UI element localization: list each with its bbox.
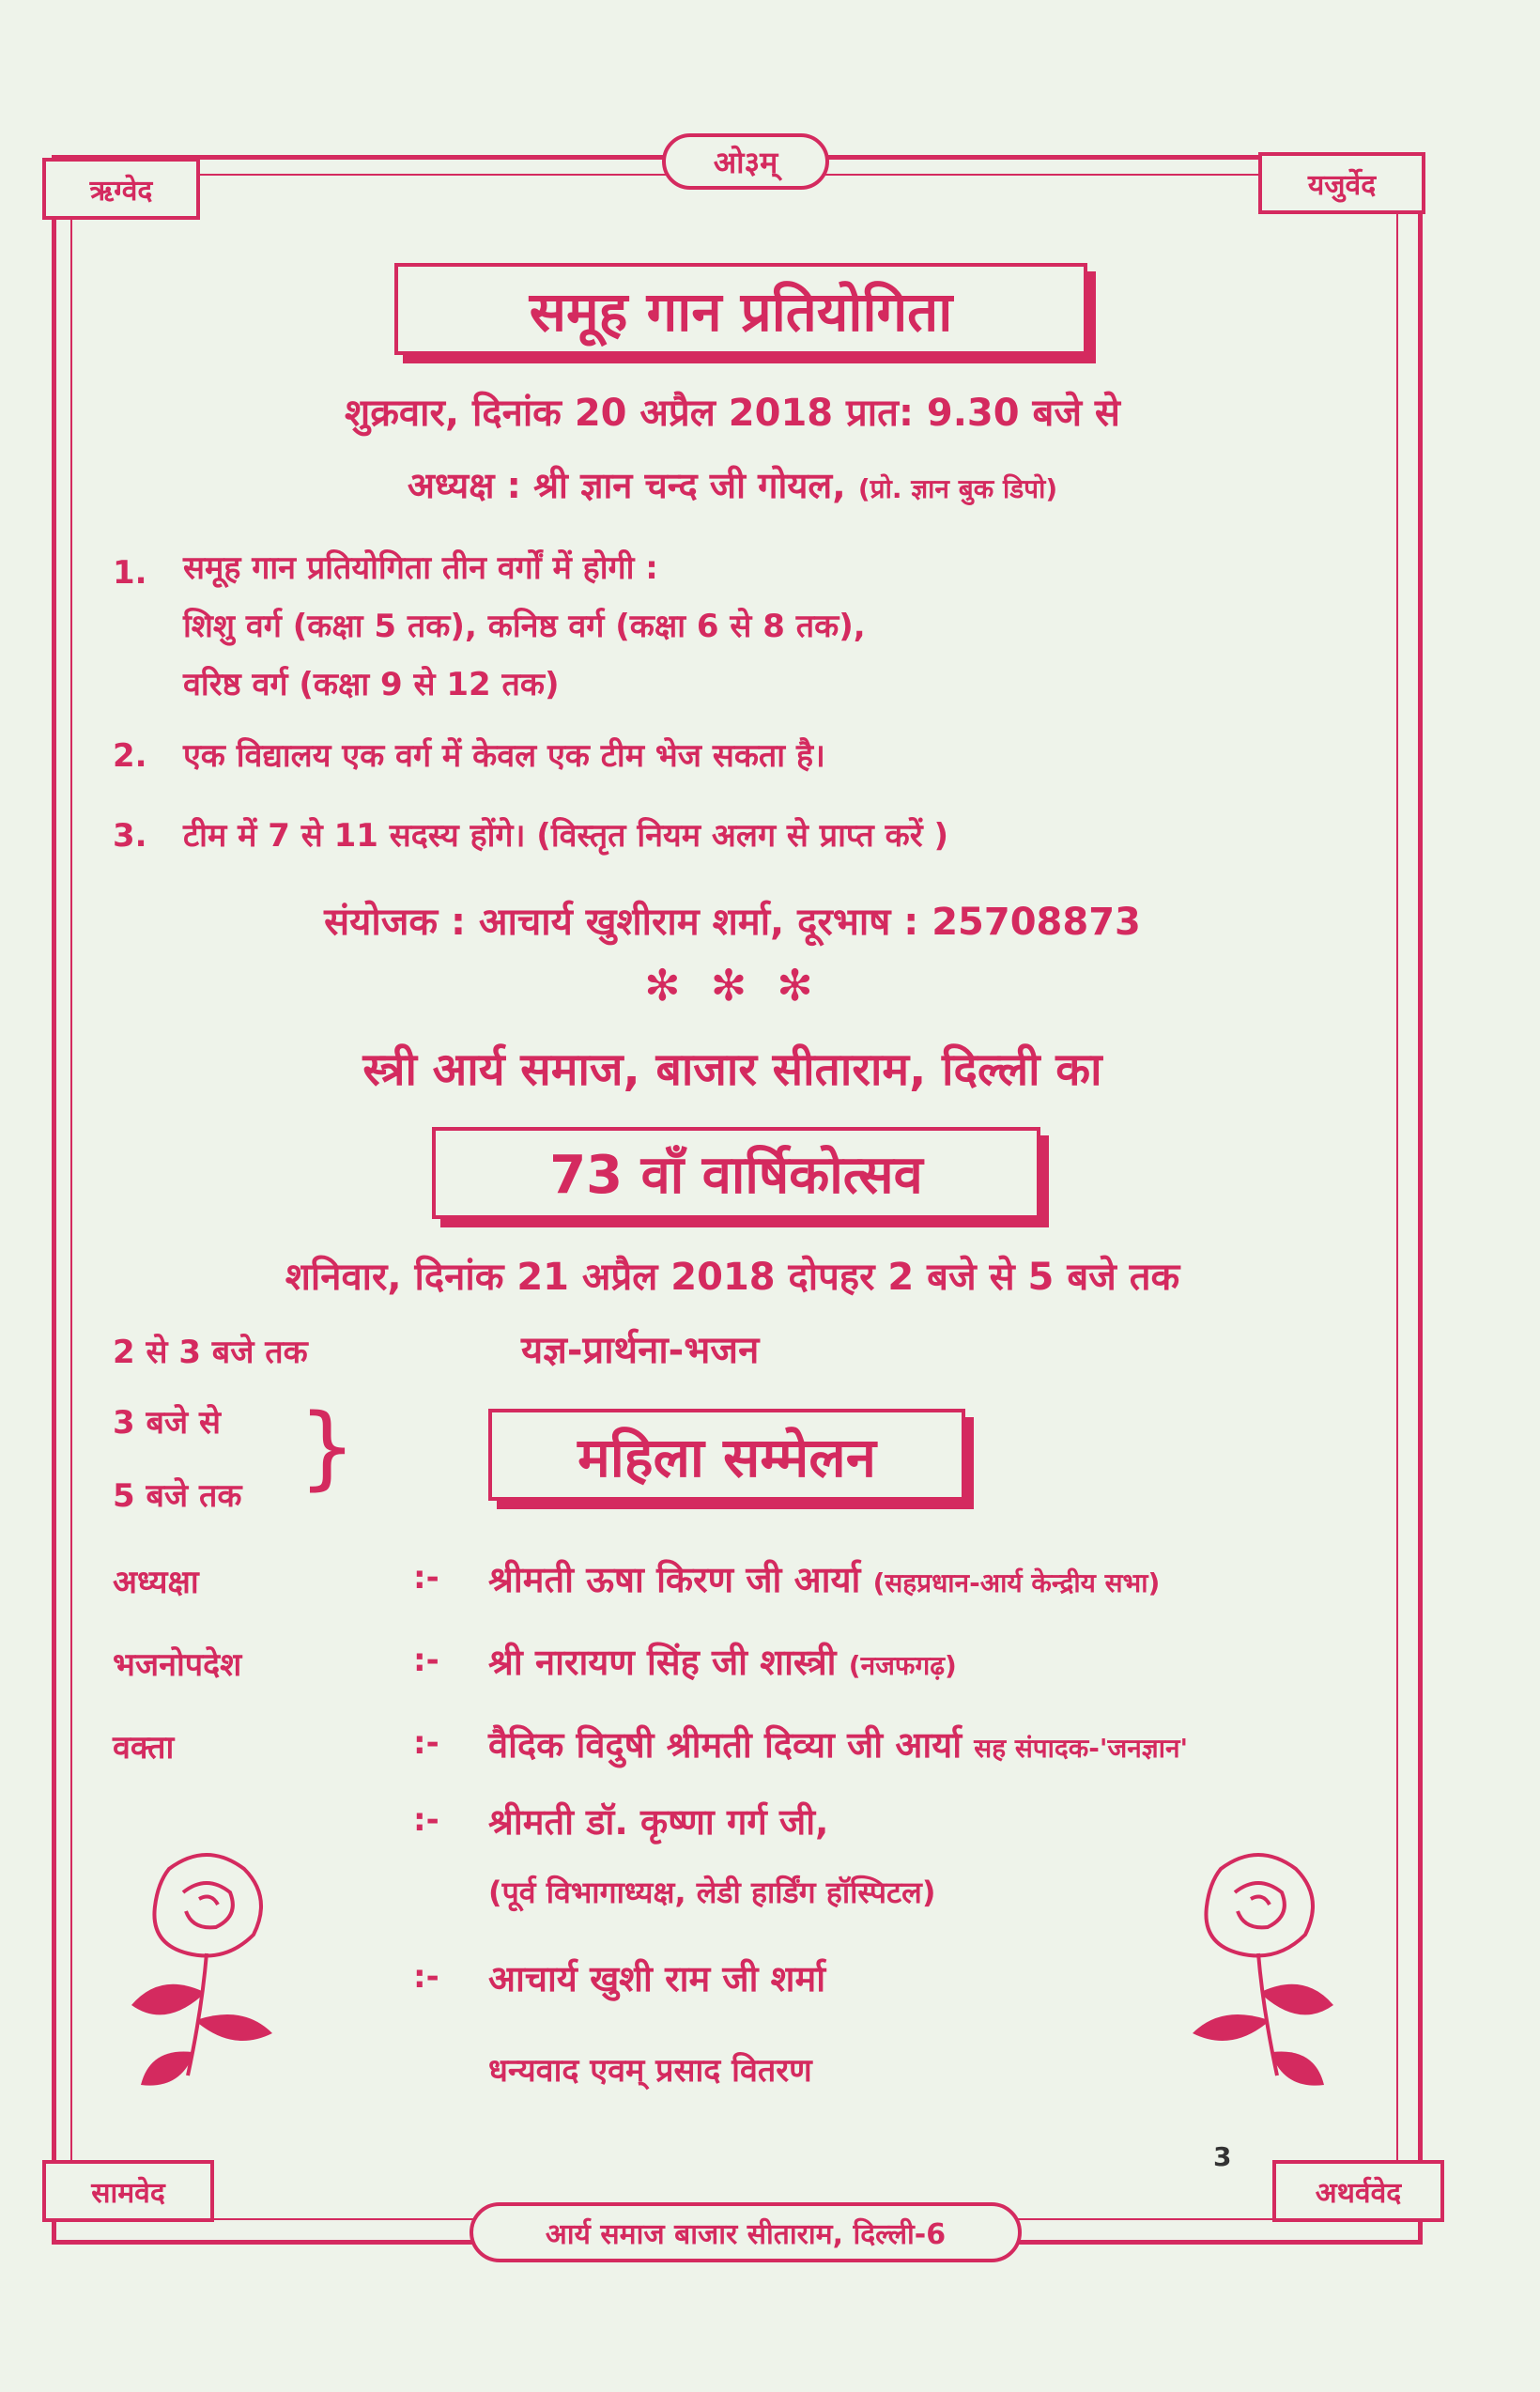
corner-label-top-left: ऋग्वेद xyxy=(42,158,200,220)
curly-brace: } xyxy=(299,1395,357,1500)
rule-line: समूह गान प्रतियोगिता तीन वर्गों में होगी : xyxy=(183,549,658,587)
corner-label-top-right: यजुर्वेद xyxy=(1258,152,1425,214)
organization-line: स्त्री आर्य समाज, बाजार सीताराम, दिल्ली का xyxy=(362,1043,1102,1096)
role-label: वक्ता xyxy=(113,1729,175,1767)
rule-line: टीम में 7 से 11 सदस्य होंगे। (विस्तृत नियम अलग से प्राप्त करें ) xyxy=(183,817,948,855)
slot2-time-start: 3 बजे से xyxy=(113,1404,221,1442)
rule-line: वरिष्ठ वर्ग (कक्षा 9 से 12 तक) xyxy=(183,666,560,703)
rose-right-icon xyxy=(1164,1841,1352,2104)
slot2-time-end: 5 बजे तक xyxy=(113,1477,242,1515)
slot1-event: यज्ञ-प्रार्थना-भजन xyxy=(521,1329,760,1372)
womens-conference-title-box xyxy=(488,1409,965,1501)
corner-label-bottom-left: सामवेद xyxy=(42,2160,214,2222)
om-label: ओ३म् xyxy=(662,133,829,190)
rule-number: 1. xyxy=(113,554,147,592)
anniversary-title: 73 वाँ वार्षिकोत्सव xyxy=(549,1145,923,1206)
speaker2-separator: :- xyxy=(413,1801,439,1839)
slot1-time: 2 से 3 बजे तक xyxy=(113,1334,308,1371)
rule-line: शिशु वर्ग (कक्षा 5 तक), कनिष्ठ वर्ग (कक्षा 6 से 8 तक), xyxy=(183,608,866,645)
rose-left-icon xyxy=(113,1841,300,2104)
closing-line: धन्यवाद एवम् प्रसाद वितरण xyxy=(488,2052,812,2090)
page-number: 3 xyxy=(1213,2141,1232,2172)
rule-number: 2. xyxy=(113,737,147,775)
competition-date: शुक्रवार, दिनांक 20 अप्रैल 2018 प्रात: 9.30 बजे से xyxy=(345,392,1120,435)
speaker3-name: आचार्य खुशी राम जी शर्मा xyxy=(488,1958,826,1999)
speaker3-separator: :- xyxy=(413,1958,439,1996)
role-separator: :- xyxy=(413,1642,439,1679)
anniversary-title-box xyxy=(432,1127,1040,1219)
anniversary-date: शनिवार, दिनांक 21 अप्रैल 2018 दोपहर 2 बजे से 5 बजे तक xyxy=(285,1256,1180,1299)
separator-stars: ✻ ✻ ✻ xyxy=(644,960,821,1011)
speaker2-name: श्रीमती डॉ. कृष्णा गर्ग जी, xyxy=(488,1801,829,1843)
corner-label-bottom-right: अथर्ववेद xyxy=(1272,2160,1444,2222)
role-separator: :- xyxy=(413,1559,439,1597)
role-person: श्रीमती ऊषा किरण जी आर्या (सहप्रधान-आर्य केन्द्रीय सभा) xyxy=(488,1559,1161,1600)
role-person: श्री नारायण सिंह जी शास्त्री (नजफगढ़) xyxy=(488,1642,957,1683)
role-label: अध्यक्षा xyxy=(113,1564,199,1601)
role-person: वैदिक विदुषी श्रीमती दिव्या जी आर्या सह संपादक-'जनज्ञान' xyxy=(488,1724,1189,1766)
competition-title: समूह गान प्रतियोगिता xyxy=(529,279,953,344)
rule-number: 3. xyxy=(113,817,147,855)
competition-title-box xyxy=(394,263,1087,355)
role-separator: :- xyxy=(413,1724,439,1762)
role-label: भजनोपदेश xyxy=(113,1646,242,1684)
address-label: आर्य समाज बाजार सीताराम, दिल्ली-6 xyxy=(470,2202,1022,2262)
womens-conference-title: महिला सम्मेलन xyxy=(578,1425,876,1489)
rule-line: एक विद्यालय एक वर्ग में केवल एक टीम भेज सकता है। xyxy=(183,737,825,775)
speaker2-note: (पूर्व विभागाध्यक्ष, लेडी हार्डिंग हॉस्पिटल) xyxy=(488,1875,936,1910)
coordinator-line: संयोजक : आचार्य खुशीराम शर्मा, दूरभाष : 25708873 xyxy=(324,901,1141,944)
competition-president: अध्यक्ष : श्री ज्ञान चन्द जी गोयल, (प्रो. ज्ञान बुक डिपो) xyxy=(407,465,1058,506)
